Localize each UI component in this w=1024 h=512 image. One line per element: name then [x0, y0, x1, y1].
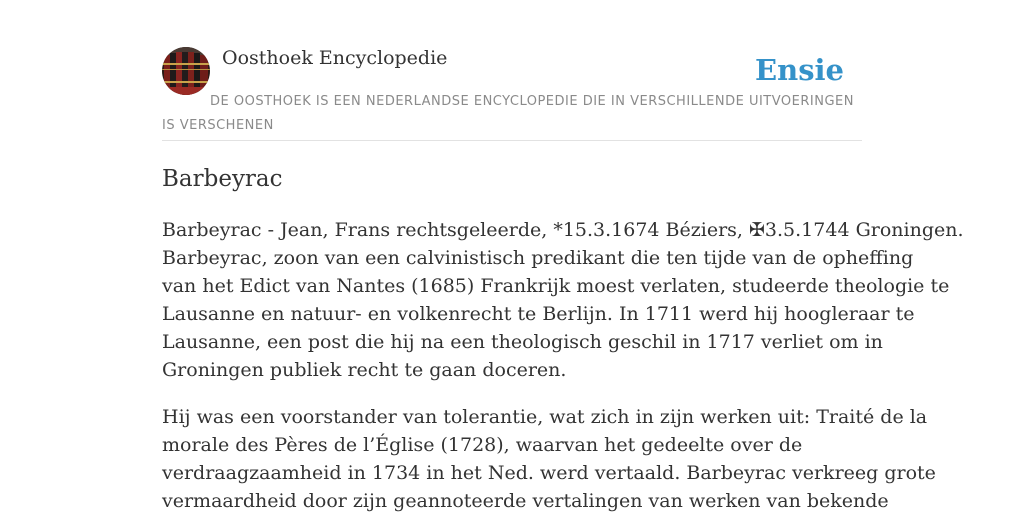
paragraph-line: Groningen publiek recht te gaan doceren. — [162, 359, 567, 381]
paragraph-line: Barbeyrac - Jean, Frans rechtsgeleerde, *15.3.1674 Béziers, ✠3.5.1744 Groningen. — [162, 219, 964, 241]
site-title[interactable]: Oosthoek Encyclopedie — [222, 47, 448, 69]
brand-logo[interactable]: Ensie — [755, 53, 844, 87]
article-title: Barbeyrac — [162, 166, 283, 192]
paragraph-line: Lausanne, een post die hij na een theologisch geschil in 1717 verliet om in — [162, 331, 883, 353]
paragraph-line: Lausanne en natuur- en volkenrecht te Berlijn. In 1711 werd hij hoogleraar te — [162, 303, 915, 325]
article-paragraph — [162, 403, 936, 512]
article-paragraph — [162, 216, 964, 384]
paragraph-line: verdraagzaamheid in 1734 in het Ned. werd vertaald. Barbeyrac verkreeg grote — [162, 462, 936, 484]
paragraph-line: Barbeyrac, zoon van een calvinistisch predikant die ten tijde van de opheffing — [162, 247, 914, 269]
paragraph-line: vermaardheid door zijn geannoteerde vertalingen van werken van bekende — [162, 490, 889, 512]
paragraph-line: morale des Pères de l’Église (1728), waarvan het gedeelte over de — [162, 434, 803, 456]
site-tagline: DE OOSTHOEK IS EEN NEDERLANDSE ENCYCLOPEDIE DIE IN VERSCHILLENDE UITVOERINGEN IS VERSCHENEN — [162, 94, 854, 133]
site-header — [162, 46, 862, 141]
paragraph-line: Hij was een voorstander van tolerantie, wat zich in zijn werken uit: Traité de la — [162, 406, 928, 428]
encyclopedia-books-icon[interactable] — [162, 47, 210, 95]
paragraph-line: van het Edict van Nantes (1685) Frankrijk moest verlaten, studeerde theologie te — [162, 275, 950, 297]
